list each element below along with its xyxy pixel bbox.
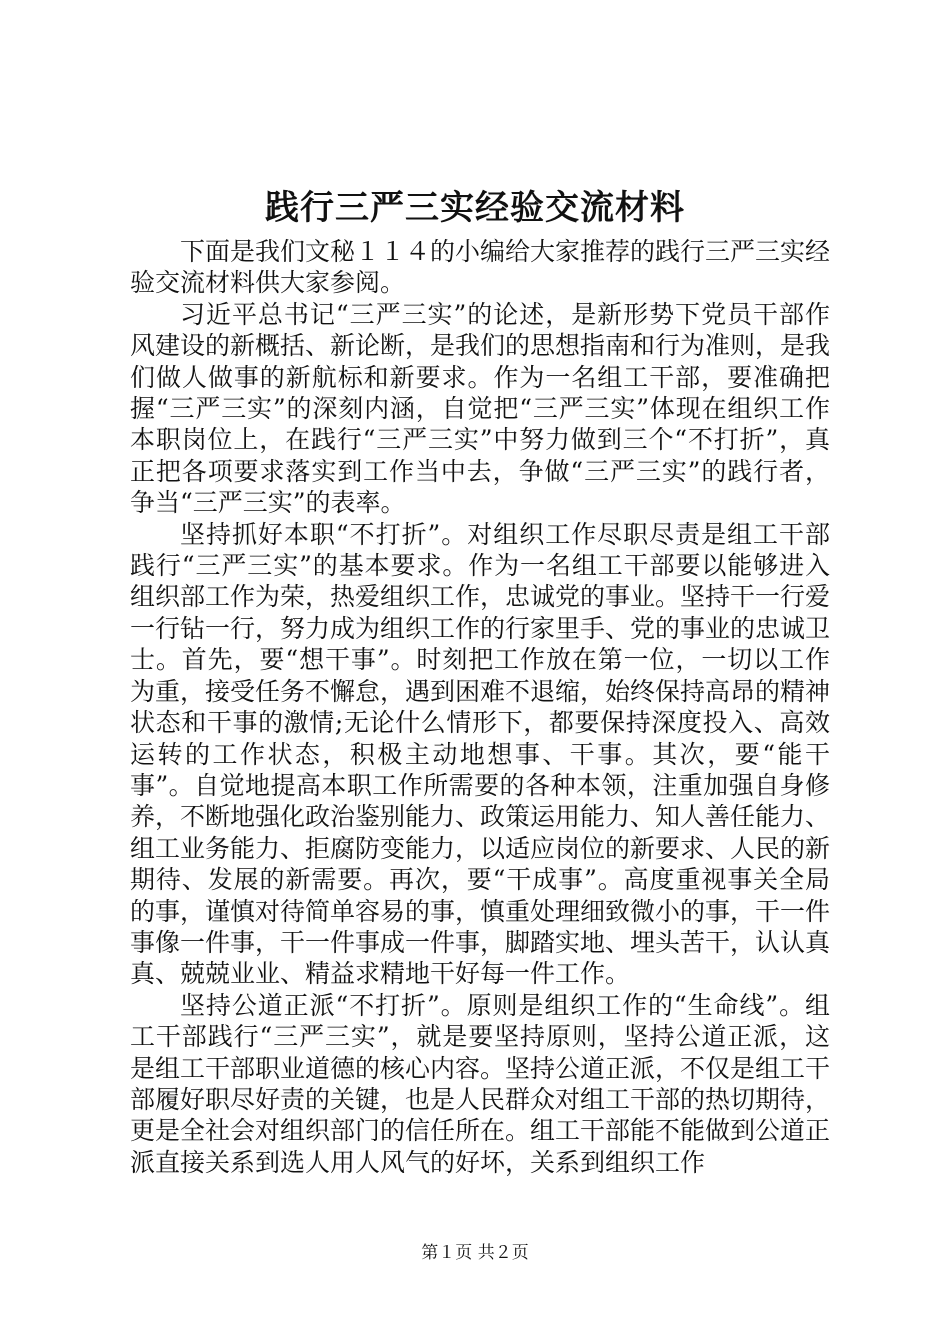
paragraph-duty: 坚持抓好本职“不打折”。对组织工作尽职尽责是组工干部践行“三严三实”的基本要求。作为一名组工干部要以能够进入组织部工作为荣，热爱组织工作，忠诚党的事业。坚持干一行爱一行钻一行，努力成为组织工作的行家里手、党的事业的忠诚卫士。首先，要“想干事”。时刻把工作放在第一位，一切以工作为重，接受任务不懈怠，遇到困难不退缩，始终保持高昂的精神状态和干事的激情;无论什么情形下，都要保持深度投入、高效运转的工作状态，积极主动地想事、干事。其次，要“能干事”。自觉地提高本职工作所需要的各种本领，注重加强自身修养，不断地强化政治鉴别能力、政策运用能力、知人善任能力、组工业务能力、拒腐防变能力，以适应岗位的新要求、人民的新期待、发展的新需要。再次，要“干成事”。高度重视事关全局的事，谨慎对待简单容易的事，慎重处理细致微小的事，干一件事像一件事，干一件事成一件事，脚踏实地、埋头苦干，认认真真、兢兢业业、精益求精地干好每一件工作。 xyxy=(130,519,831,989)
page-number: 第１页 共２页 xyxy=(421,1243,529,1263)
paragraph-fairness: 坚持公道正派“不打折”。原则是组织工作的“生命线”。组工干部践行“三严三实”，就是要坚持原则，坚持公道正派，这是组工干部职业道德的核心内容。坚持公道正派，不仅是组工干部履好职尽好责的关键，也是人民群众对组工干部的热切期待，更是全社会对组织部门的信任所在。组工干部能不能做到公道正派直接关系到选人用人风气的好坏，关系到组织工作 xyxy=(130,990,831,1177)
paragraph-overview: 习近平总书记“三严三实”的论述，是新形势下党员干部作风建设的新概括、新论断，是我们的思想指南和行为准则，是我们做人做事的新航标和新要求。作为一名组工干部，要准确把握“三严三实”的深刻内涵，自觉把“三严三实”体现在组织工作本职岗位上，在践行“三严三实”中努力做到三个“不打折”，真正把各项要求落实到工作当中去，争做“三严三实”的践行者，争当“三严三实”的表率。 xyxy=(130,299,831,518)
document-body xyxy=(130,236,830,1178)
paragraph-intro: 下面是我们文秘１１４的小编给大家推荐的践行三严三实经验交流材料供大家参阅。 xyxy=(130,237,831,298)
document-title: 践行三严三实经验交流材料 xyxy=(265,188,685,228)
